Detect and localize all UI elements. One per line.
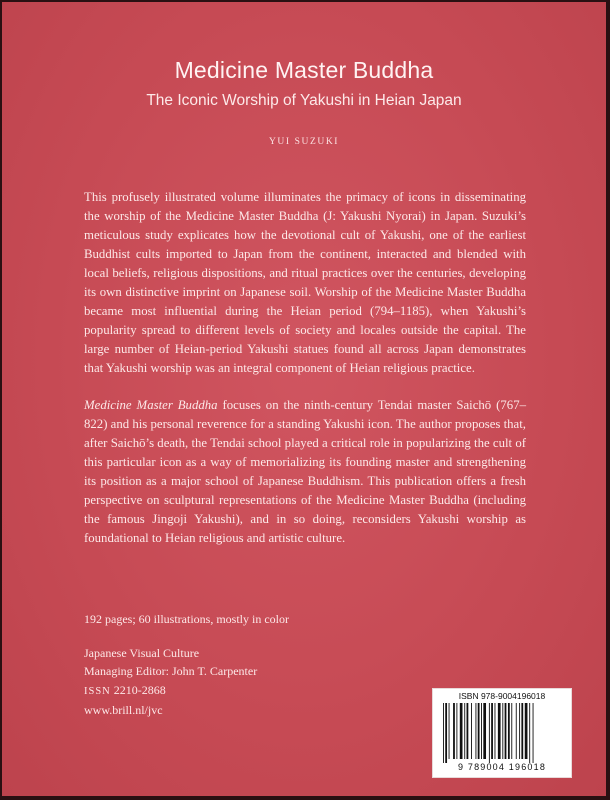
book-subtitle: The Iconic Worship of Yakushi in Heian Japan [146, 92, 462, 109]
page-count: 192 pages; 60 illustrations, mostly in color [84, 612, 289, 626]
ean-digits: 9 789004 196018 [457, 762, 547, 772]
series-url: www.brill.nl/jvc [84, 703, 163, 717]
blurb [84, 188, 526, 548]
publication-info [84, 610, 289, 720]
author-name: YUI SUZUKI [268, 137, 340, 147]
blurb-italic-title: Medicine Master Buddha [84, 398, 218, 412]
series-name: Japanese Visual Culture [84, 645, 200, 660]
barcode [432, 688, 572, 778]
blurb-paragraph-2-text: focuses on the ninth-century Tendai master Saichō (767–822) and his personal reverence for a standing Yakushi icon. The author proposes that, after Saichō’s death, the Tendai school played a critical role in popularizing the cult of this particular icon as a way of memorializing its founding master and strengthening its position as a major school of Japanese Buddhism. This publication offers a fresh perspective on sculptural representations of the Medicine Master Buddha (including the famous Jingoji Yakushi), and in so doing, reconsiders Yakushi worship as foundational to Heian religious and artistic culture. [84, 398, 526, 545]
issn-label: ISSN [84, 685, 111, 697]
barcode-bars-icon [441, 703, 563, 763]
back-cover [2, 2, 606, 796]
issn-value: 2210-2868 [110, 682, 166, 697]
blurb-paragraph-1: This profusely illustrated volume illuminates the primacy of icons in disseminating the worship of the Medicine Master Buddha (J: Yakushi Nyorai) in Japan. Suzuki’s meticulous study explicates how the devotional cult of Yakushi, one of the earliest Buddhist cults imported to Japan from the continent, interacted and blended with local beliefs, religious dispositions, and ritual practices over the centuries, developing its own distinctive imprint on Japanese soil. Worship of the Medicine Master Buddha became most influential during the Heian period (794–1185), when Yakushi’s popularity spread to different levels of society and locales outside the capital. The large number of Heian-period Yakushi statues found all across Japan demonstrates that Yakushi worship was an integral component of Heian religious practice. [84, 190, 526, 375]
issn-line [84, 681, 289, 702]
blurb-paragraph-2 [84, 396, 526, 548]
managing-editor: Managing Editor: John T. Carpenter [84, 664, 258, 678]
book-title: Medicine Master Buddha [174, 57, 434, 83]
isbn-label: ISBN 978-9004196018 [458, 691, 546, 701]
